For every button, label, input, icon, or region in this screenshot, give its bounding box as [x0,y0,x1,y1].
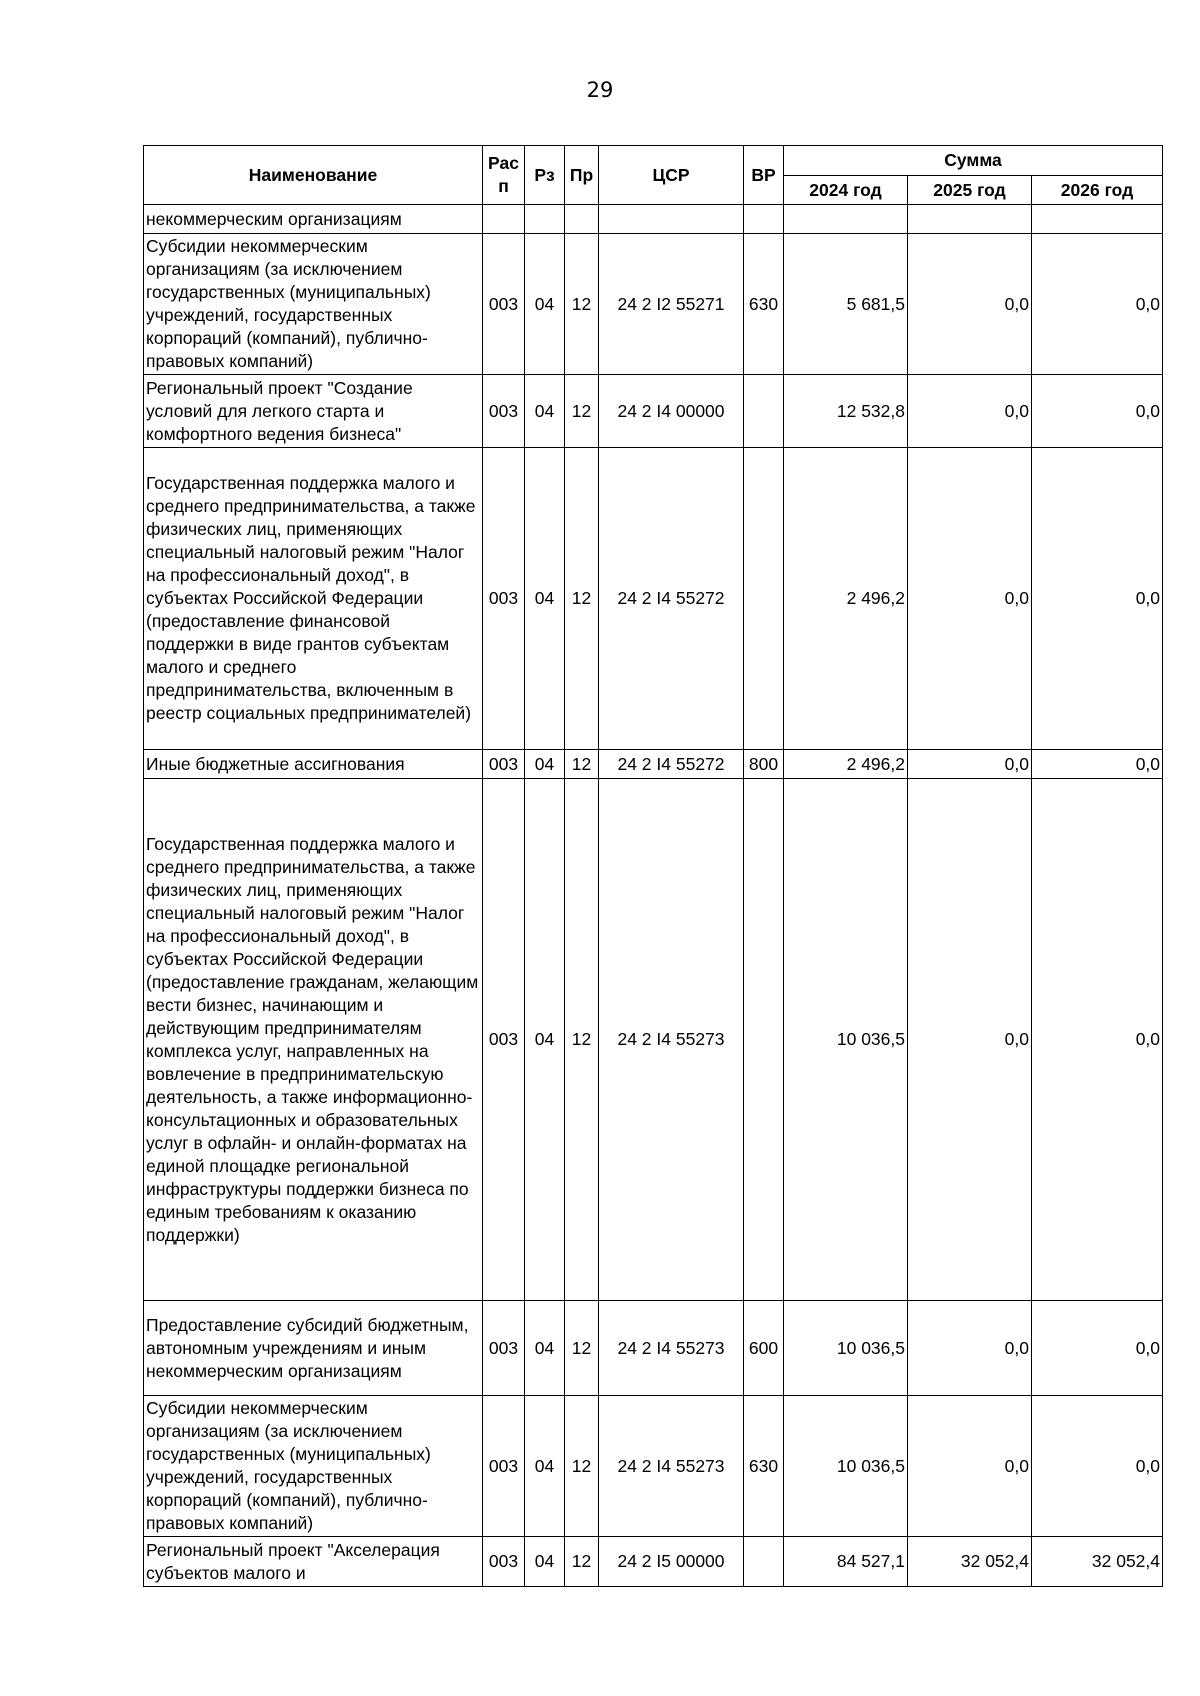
row-csr: 24 2 I4 55272 [599,750,744,779]
row-vr: 630 [744,234,784,375]
row-pr: 12 [565,375,599,448]
row-rz: 04 [525,779,565,1301]
row-pr: 12 [565,234,599,375]
table-row [144,375,1163,448]
row-vr [744,1537,784,1587]
row-2024 [784,205,908,234]
row-2026: 0,0 [1032,750,1163,779]
row-pr: 12 [565,1537,599,1587]
row-2026: 0,0 [1032,234,1163,375]
row-2026: 32 052,4 [1032,1537,1163,1587]
table-row [144,448,1163,750]
row-2025: 0,0 [908,234,1032,375]
row-rasp: 003 [483,448,525,750]
header-year-2025: 2025 год [908,176,1032,205]
row-vr: 630 [744,1396,784,1537]
row-name: Региональный проект "Акселерация субъектов малого и [144,1537,483,1587]
table-row [144,205,1163,234]
row-2024: 2 496,2 [784,448,908,750]
row-name: Иные бюджетные ассигнования [144,750,483,779]
row-rz: 04 [525,448,565,750]
row-2025: 0,0 [908,750,1032,779]
row-rasp: 003 [483,234,525,375]
row-pr: 12 [565,1301,599,1396]
row-name: Государственная поддержка малого и среднего предпринимательства, а также физических лиц, применяющих специальный налоговый режим "Налог на профессиональный доход", в субъектах Российской Федерации (предоставление финансовой поддержки в виде грантов субъектам малого и среднего предпринимательства, включенным в реестр социальных предпринимателей) [144,448,483,750]
row-pr: 12 [565,750,599,779]
table-row [144,779,1163,1301]
row-csr: 24 2 I4 00000 [599,375,744,448]
header-rz: Рз [525,146,565,205]
table-body [144,205,1163,1587]
row-name: некоммерческим организациям [144,205,483,234]
row-vr: 800 [744,750,784,779]
row-2026: 0,0 [1032,448,1163,750]
row-2026: 0,0 [1032,375,1163,448]
row-rz: 04 [525,1537,565,1587]
table-row [144,1396,1163,1537]
header-csr: ЦСР [599,146,744,205]
row-rz: 04 [525,234,565,375]
row-2026: 0,0 [1032,1301,1163,1396]
table-row [144,1301,1163,1396]
header-year-2024: 2024 год [784,176,908,205]
row-2024: 84 527,1 [784,1537,908,1587]
table-header [144,146,1163,205]
row-2025: 0,0 [908,1301,1032,1396]
row-2025: 32 052,4 [908,1537,1032,1587]
header-year-2026: 2026 год [1032,176,1163,205]
header-sum: Сумма [784,146,1163,176]
row-rasp: 003 [483,375,525,448]
row-2025: 0,0 [908,779,1032,1301]
row-2024: 10 036,5 [784,1396,908,1537]
row-name: Предоставление субсидий бюджетным, автономным учреждениям и иным некоммерческим организациям [144,1301,483,1396]
row-name: Региональный проект "Создание условий для легкого старта и комфортного ведения бизнеса" [144,375,483,448]
row-rasp: 003 [483,1396,525,1537]
row-2025: 0,0 [908,375,1032,448]
row-csr: 24 2 I4 55272 [599,448,744,750]
header-pr: Пр [565,146,599,205]
row-rasp: 003 [483,1537,525,1587]
header-rasp: Рас п [483,146,525,205]
row-rasp: 003 [483,750,525,779]
row-name: Субсидии некоммерческим организациям (за исключением государственных (муниципальных) учреждений, государственных корпораций (компаний), публично-правовых компаний) [144,1396,483,1537]
row-pr [565,205,599,234]
row-2026 [1032,205,1163,234]
table-row [144,750,1163,779]
header-vr: ВР [744,146,784,205]
row-2025 [908,205,1032,234]
row-csr: 24 2 I5 00000 [599,1537,744,1587]
row-2024: 12 532,8 [784,375,908,448]
row-2026: 0,0 [1032,1396,1163,1537]
header-name: Наименование [144,146,483,205]
row-csr [599,205,744,234]
row-csr: 24 2 I2 55271 [599,234,744,375]
row-2024: 2 496,2 [784,750,908,779]
row-rz: 04 [525,750,565,779]
row-name: Государственная поддержка малого и среднего предпринимательства, а также физических лиц, применяющих специальный налоговый режим "Налог на профессиональный доход", в субъектах Российской Федерации (предоставление гражданам, желающим вести бизнес, начинающим и действующим предпринимателям комплекса услуг, направленных на вовлечение в предпринимательскую деятельность, а также информационно-консультационных и образовательных услуг в офлайн- и онлайн-форматах на единой площадке региональной инфраструктуры поддержки бизнеса по единым требованиям к оказанию поддержки) [144,779,483,1301]
row-2026: 0,0 [1032,779,1163,1301]
row-name: Субсидии некоммерческим организациям (за исключением государственных (муниципальных) учреждений, государственных корпораций (компаний), публично-правовых компаний) [144,234,483,375]
budget-table [143,145,1163,1587]
row-2024: 5 681,5 [784,234,908,375]
row-pr: 12 [565,779,599,1301]
row-2024: 10 036,5 [784,779,908,1301]
table-row [144,1537,1163,1587]
row-2024: 10 036,5 [784,1301,908,1396]
row-csr: 24 2 I4 55273 [599,1396,744,1537]
row-vr [744,205,784,234]
row-csr: 24 2 I4 55273 [599,1301,744,1396]
row-pr: 12 [565,1396,599,1537]
row-vr [744,779,784,1301]
row-rasp [483,205,525,234]
row-rz: 04 [525,1396,565,1537]
row-csr: 24 2 I4 55273 [599,779,744,1301]
row-2025: 0,0 [908,448,1032,750]
row-2025: 0,0 [908,1396,1032,1537]
row-rz: 04 [525,1301,565,1396]
page-number: 29 [586,78,614,102]
row-rz: 04 [525,375,565,448]
row-rz [525,205,565,234]
row-rasp: 003 [483,1301,525,1396]
row-pr: 12 [565,448,599,750]
row-vr [744,448,784,750]
table-row [144,234,1163,375]
row-rasp: 003 [483,779,525,1301]
row-vr [744,375,784,448]
row-vr: 600 [744,1301,784,1396]
